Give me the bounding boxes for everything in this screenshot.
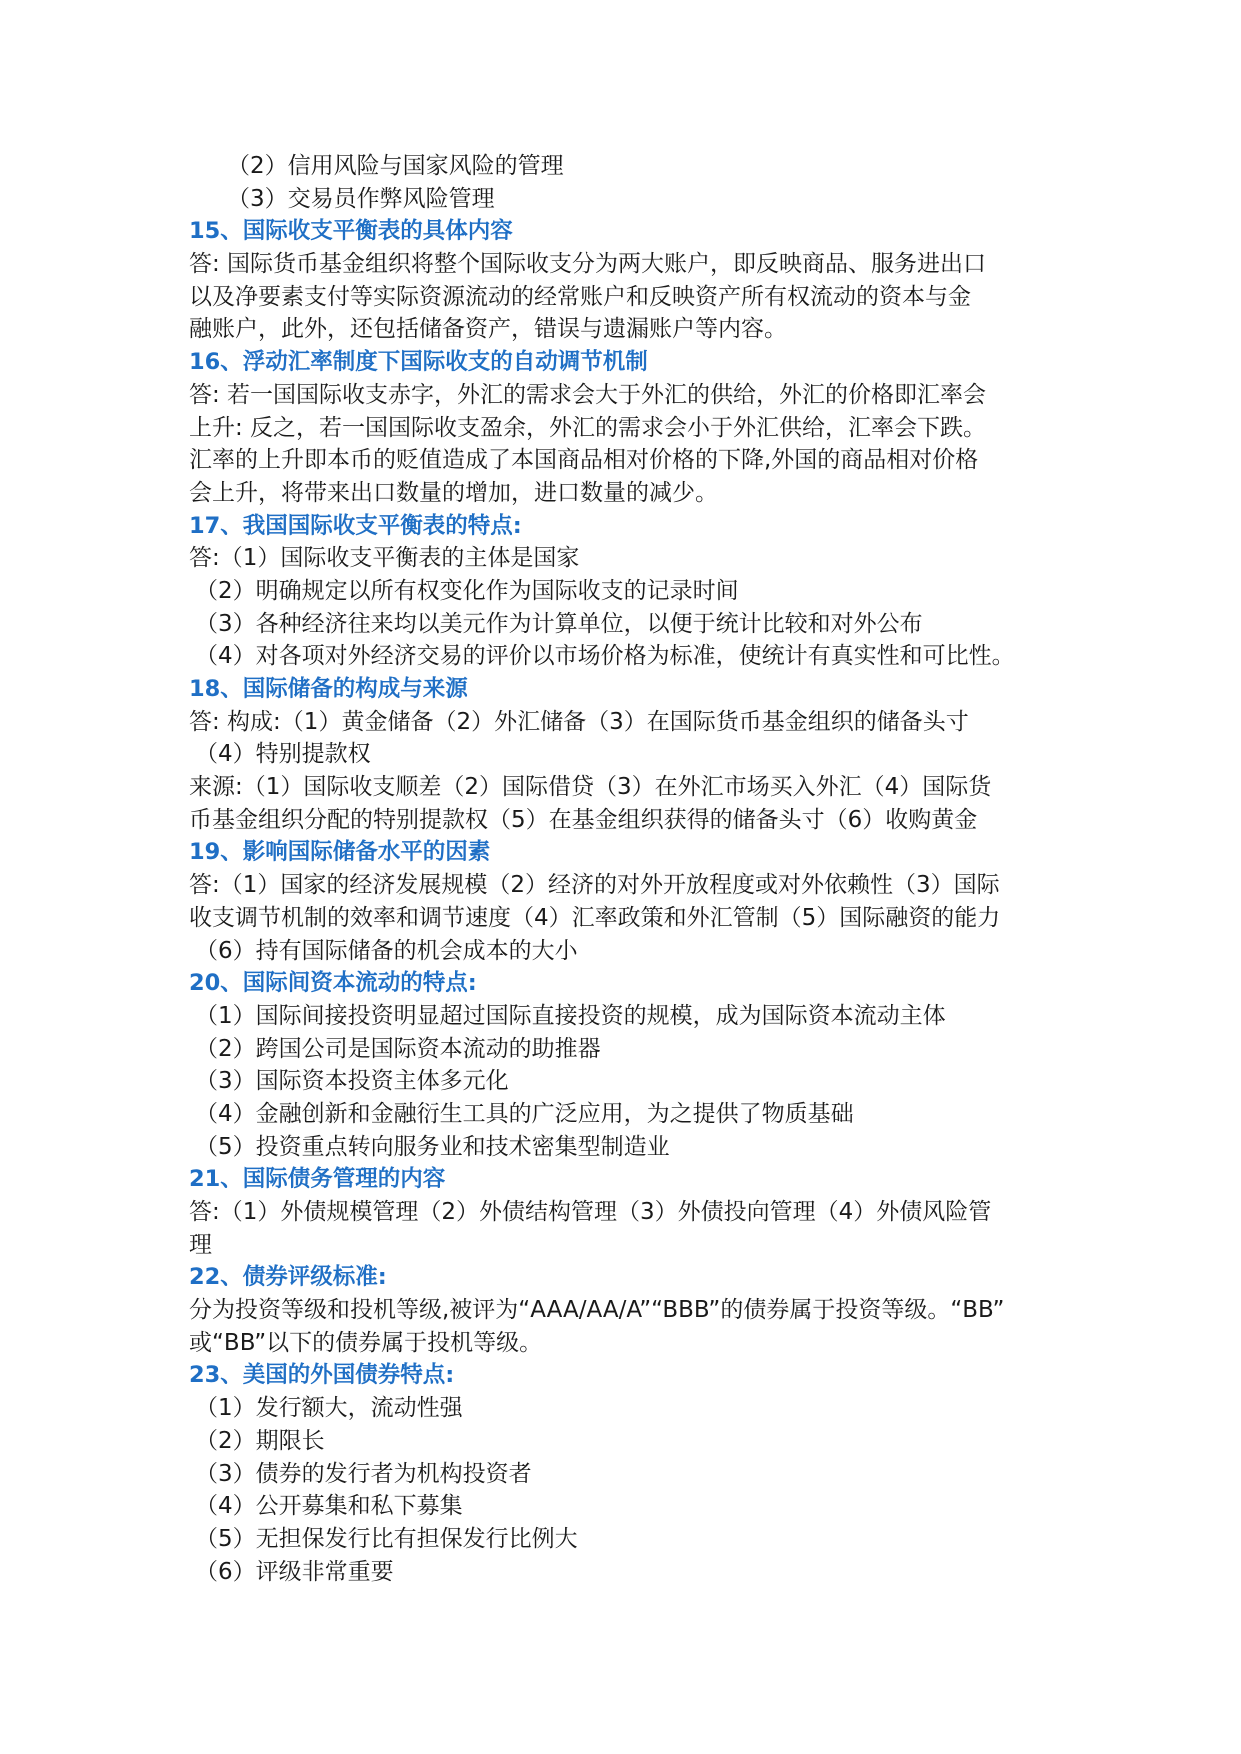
body-line: 融账户，此外，还包括储备资产，错误与遗漏账户等内容。 [189,316,787,343]
body-line: 收支调节机制的效率和调节速度（4）汇率政策和外汇管制（5）国际融资的能力 [189,904,1001,931]
document-body [189,150,1069,1588]
section-heading: 21、国际债务管理的内容 [189,1166,446,1193]
section-heading: 17、我国国际收支平衡表的特点: [189,512,522,539]
body-line: 答:（1）国际收支平衡表的主体是国家 [189,545,580,572]
body-line: 币基金组织分配的特别提款权（5）在基金组织获得的储备头寸（6）收购黄金 [189,806,978,833]
body-line: 上升: 反之，若一国国际收支盈余，外汇的需求会小于外汇供给，汇率会下跌。 [189,414,987,441]
list-item: （4）公开募集和私下募集 [195,1493,463,1520]
list-item: （3）各种经济往来均以美元作为计算单位，以便于统计比较和对外公布 [195,610,923,637]
list-item: （1）发行额大，流动性强 [195,1395,463,1422]
body-line: 来源:（1）国际收支顺差（2）国际借贷（3）在外汇市场买入外汇（4）国际货 [189,774,992,801]
list-item: （4）特别提款权 [195,741,371,768]
body-line: 理 [189,1231,212,1258]
body-line: 会上升，将带来出口数量的增加，进口数量的减少。 [189,479,718,506]
body-line: 答:（1）国家的经济发展规模（2）经济的对外开放程度或对外依赖性（3）国际 [189,872,1000,899]
body-line: 答: 国际货币基金组织将整个国际收支分为两大账户，即反映商品、服务进出口 [189,251,987,278]
list-item: （2）跨国公司是国际资本流动的助推器 [195,1035,601,1062]
list-item: （2）期限长 [195,1427,325,1454]
list-item: （1）国际间接投资明显超过国际直接投资的规模，成为国际资本流动主体 [195,1002,946,1029]
section-heading: 20、国际间资本流动的特点: [189,970,477,997]
list-item: （4）对各项对外经济交易的评价以市场价格为标准，使统计有真实性和可比性。 [195,643,1015,670]
body-line: 汇率的上升即本币的贬值造成了本国商品相对价格的下降,外国的商品相对价格 [189,447,979,474]
body-line: 或“BB”以下的债券属于投机等级。 [189,1329,543,1356]
list-item: （2）信用风险与国家风险的管理 [227,153,564,179]
list-item: （4）金融创新和金融衍生工具的广泛应用，为之提供了物质基础 [195,1100,854,1127]
section-heading: 19、影响国际储备水平的因素 [189,839,491,866]
section-heading: 16、浮动汇率制度下国际收支的自动调节机制 [189,349,648,376]
section-heading: 23、美国的外国债券特点: [189,1362,455,1389]
body-line: 答: 构成:（1）黄金储备（2）外汇储备（3）在国际货币基金组织的储备头寸 [189,708,969,735]
body-line: 答:（1）外债规模管理（2）外债结构管理（3）外债投向管理（4）外债风险管 [189,1199,992,1225]
body-line: 以及净要素支付等实际资源流动的经常账户和反映资产所有权流动的资本与金 [189,283,971,310]
section-heading: 18、国际储备的构成与来源 [189,676,468,702]
body-line: 答: 若一国国际收支赤字，外汇的需求会大于外汇的供给，外汇的价格即汇率会 [189,381,987,408]
list-item: （5）无担保发行比有担保发行比例大 [195,1525,578,1552]
list-item: （3）国际资本投资主体多元化 [195,1068,509,1095]
list-item: （2）明确规定以所有权变化作为国际收支的记录时间 [195,577,739,604]
list-item: （6）评级非常重要 [195,1558,394,1585]
section-heading: 15、国际收支平衡表的具体内容 [189,218,513,245]
list-item: （5）投资重点转向服务业和技术密集型制造业 [195,1133,670,1160]
body-line: 分为投资等级和投机等级,被评为“AAA/AA/A”“BBB”的债券属于投资等级。“BB” [189,1297,1005,1324]
section-heading: 22、债券评级标准: [189,1264,387,1291]
list-item: （3）债券的发行者为机构投资者 [195,1460,532,1487]
list-item: （6）持有国际储备的机会成本的大小 [195,937,578,964]
list-item: （3）交易员作弊风险管理 [227,185,495,212]
